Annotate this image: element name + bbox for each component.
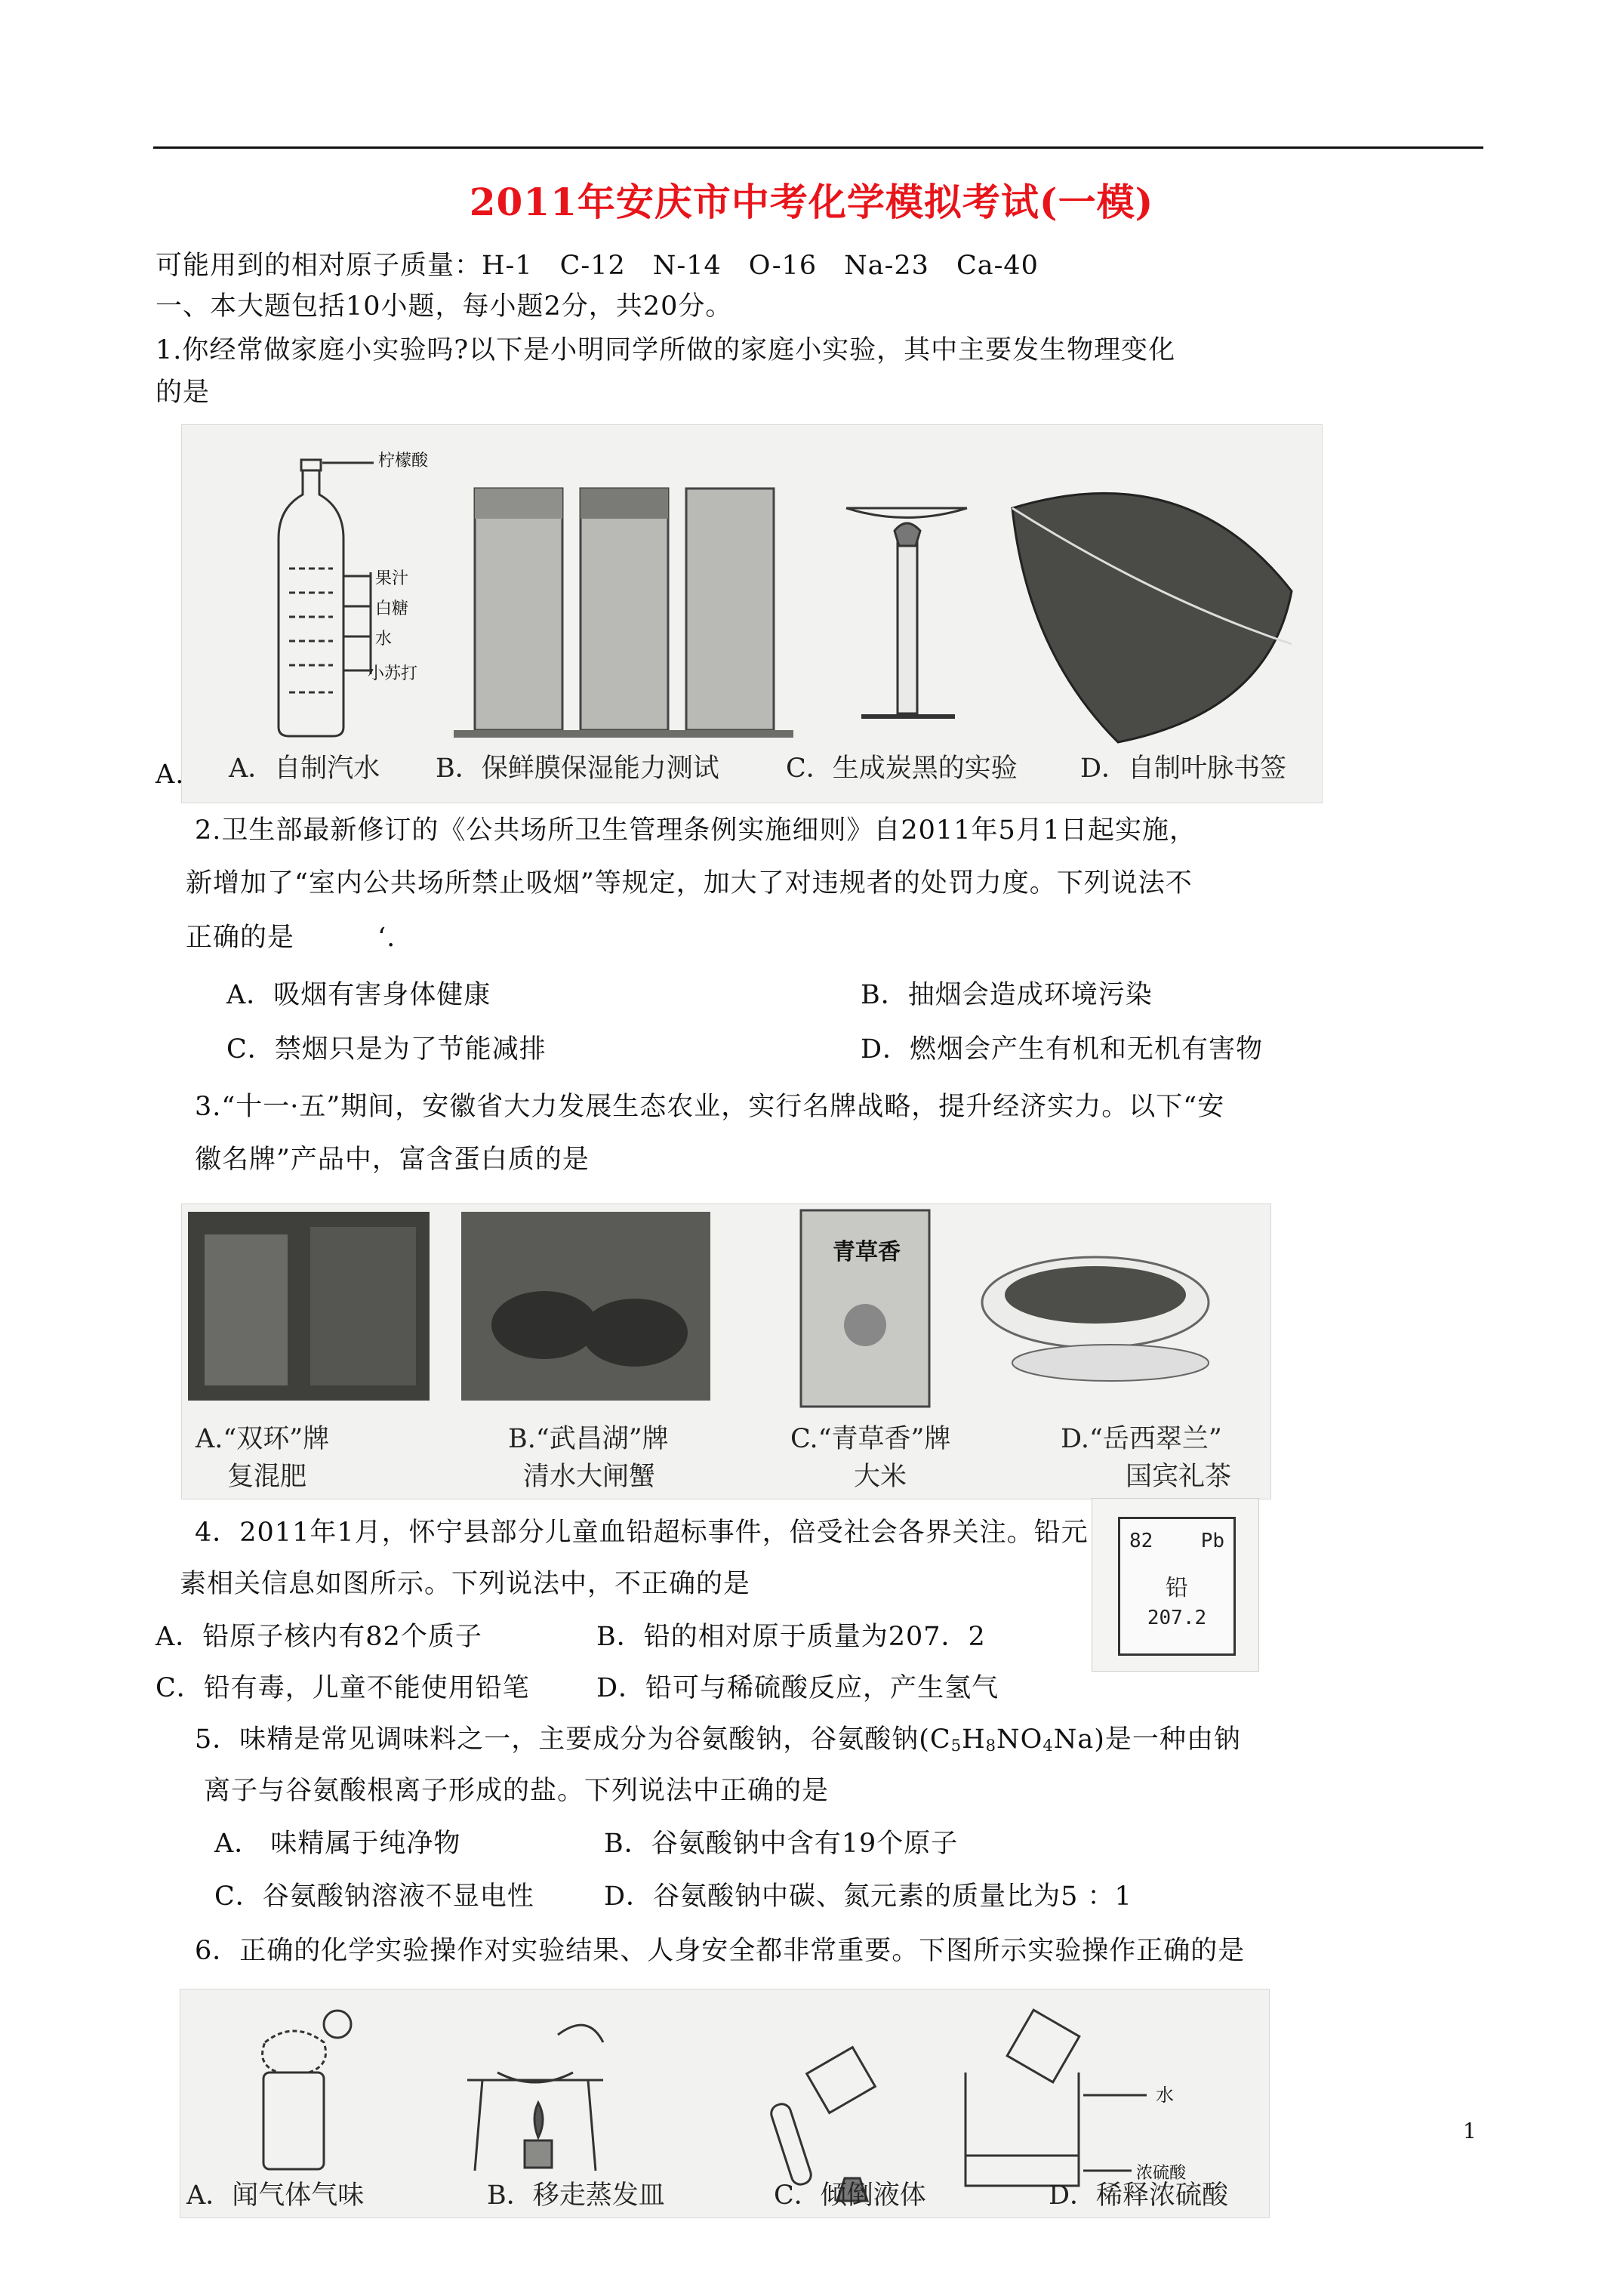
q6-option-d: D．稀释浓硫酸 bbox=[1049, 2180, 1229, 2211]
q6-option-b: B．移走蒸发皿 bbox=[487, 2180, 665, 2211]
q1-option-d: D．自制叶脉书签 bbox=[1080, 754, 1287, 784]
q3-figure bbox=[181, 1203, 1271, 1499]
q1-answer-prefix: A. bbox=[156, 760, 185, 790]
gas-bottle-illustration bbox=[263, 2011, 351, 2169]
evaporating-dish-stand bbox=[467, 2025, 603, 2171]
q1-option-a: A．自制汽水 bbox=[229, 754, 380, 784]
q4-stem-line2: 素相关信息如图所示。下列说法中，不正确的是 bbox=[180, 1569, 751, 1599]
q5-formula-no: NO bbox=[996, 1724, 1043, 1755]
q5-option-b: B．谷氨酸钠中含有19个原子 bbox=[604, 1829, 959, 1859]
q5-option-d: D．谷氨酸钠中碳、氮元素的质量比为5 ：1 bbox=[604, 1881, 1132, 1912]
element-symbol: Pb bbox=[1200, 1530, 1224, 1552]
label-water: 水 bbox=[1156, 2085, 1174, 2106]
q2-stem-line1: 2.卫生部最新修订的《公共场所卫生管理条例实施细则》自2011年5月1日起实施， bbox=[195, 815, 1197, 846]
q5-stem-pre: 5．味精是常见调味料之一，主要成分为谷氨酸钠，谷氨酸钠(C bbox=[195, 1724, 951, 1755]
q5-formula-c-count: 5 bbox=[950, 1737, 962, 1755]
q3-option-d-line1: D.“岳西翠兰” bbox=[1061, 1424, 1222, 1454]
label-concentrated-acid: 浓硫酸 bbox=[1136, 2164, 1187, 2183]
candle-dish-illustration bbox=[846, 508, 967, 717]
q3-option-a-line2: 复混肥 bbox=[227, 1462, 307, 1492]
q3-option-d-line2: 国宾礼茶 bbox=[1126, 1462, 1232, 1492]
q6-option-a: A．闻气体气味 bbox=[186, 2180, 365, 2211]
q6-figure bbox=[180, 1989, 1270, 2218]
q3-stem-line2: 徽名牌”产品中，富含蛋白质的是 bbox=[195, 1145, 590, 1175]
q2-option-b: B．抽烟会造成环境污染 bbox=[861, 980, 1153, 1010]
glasses-illustration bbox=[454, 488, 793, 738]
q1-figure bbox=[181, 424, 1323, 803]
beaker-dilution bbox=[965, 2010, 1147, 2186]
q2-stem-line2: 新增加了“室内公共场所禁止吸烟”等规定，加大了对违规者的处罚力度。下列说法不 bbox=[186, 868, 1193, 898]
q1-option-b: B．保鲜膜保湿能力测试 bbox=[436, 754, 719, 784]
q1-stem-line1: 1.你经常做家庭小实验吗?以下是小明同学所做的家庭小实验，其中主要发生物理变化 bbox=[156, 335, 1176, 365]
rice-bag-text: 青草香 bbox=[833, 1239, 901, 1265]
section-header: 一、本大题包括10小题，每小题2分，共20分。 bbox=[156, 291, 733, 322]
bottle-label-1: 果汁 bbox=[375, 569, 409, 588]
q2-mark: ‘. bbox=[377, 923, 396, 953]
bottle-label-top: 柠檬酸 bbox=[378, 451, 429, 470]
bottle-label-2: 白糖 bbox=[375, 599, 409, 618]
q1-stem-line2: 的是 bbox=[156, 378, 211, 408]
q2-option-a: A．吸烟有害身体健康 bbox=[226, 980, 491, 1010]
q5-formula-h-count: 8 bbox=[985, 1737, 996, 1755]
top-rule bbox=[153, 146, 1483, 149]
q5-option-c: C．谷氨酸钠溶液不显电性 bbox=[214, 1881, 534, 1912]
element-number: 82 bbox=[1129, 1530, 1153, 1552]
q3-option-b-line2: 清水大闸蟹 bbox=[523, 1462, 656, 1492]
lead-element-card bbox=[1092, 1498, 1259, 1672]
q3-option-b-line1: B.“武昌湖”牌 bbox=[508, 1424, 669, 1454]
q3-option-c-line2: 大米 bbox=[854, 1462, 907, 1492]
leaf-illustration bbox=[1012, 493, 1292, 742]
q3-option-a-line1: A.“双环”牌 bbox=[196, 1424, 330, 1454]
q2-option-c: C．禁烟只是为了节能减排 bbox=[226, 1034, 547, 1065]
q4-option-b: B．铅的相对原于质量为207．2 bbox=[596, 1622, 986, 1652]
pouring-test-tube bbox=[769, 2048, 876, 2201]
q4-option-c: C．铅有毒，儿童不能使用铅笔 bbox=[156, 1673, 530, 1703]
soda-bottle-illustration bbox=[279, 460, 374, 736]
element-name: 铅 bbox=[1166, 1575, 1188, 1601]
page-number: 1 bbox=[1463, 2119, 1477, 2143]
q6-option-c: C．倾倒液体 bbox=[774, 2180, 926, 2211]
page-title: 2011年安庆市中考化学模拟考试(一模) bbox=[469, 180, 1154, 224]
element-mass: 207.2 bbox=[1147, 1607, 1207, 1629]
q4-option-d: D．铅可与稀硫酸反应，产生氢气 bbox=[596, 1673, 999, 1703]
q2-option-d: D．燃烟会产生有机和无机有害物 bbox=[861, 1034, 1264, 1065]
q2-stem-line3: 正确的是 bbox=[186, 923, 295, 953]
q5-option-a: A． 味精属于纯净物 bbox=[214, 1829, 461, 1859]
q3-stem-line1: 3.“十一·五”期间，安徽省大力发展生态农业，实行名牌战略，提升经济实力。以下“安 bbox=[195, 1092, 1225, 1122]
q5-stem-post: Na)是一种由钠 bbox=[1053, 1724, 1241, 1755]
q1-option-c: C．生成炭黑的实验 bbox=[786, 754, 1018, 784]
element-tile bbox=[1118, 1517, 1236, 1656]
q5-formula-h: H bbox=[962, 1724, 986, 1755]
bottle-label-4: 小苏打 bbox=[368, 664, 418, 683]
q4-stem-line1: 4．2011年1月，怀宁县部分儿童血铅超标事件，倍受社会各界关注。铅元 bbox=[195, 1518, 1089, 1548]
q3-option-c-line1: C.“青草香”牌 bbox=[790, 1424, 951, 1454]
q4-option-a: A．铅原子核内有82个质子 bbox=[156, 1622, 482, 1652]
atomic-masses: 可能用到的相对原子质量：H-1 C-12 N-14 O-16 Na-23 Ca-40 bbox=[156, 251, 1039, 281]
q5-stem-line1 bbox=[195, 1723, 1241, 1762]
bottle-label-3: 水 bbox=[375, 630, 393, 649]
q6-stem-line1: 6．正确的化学实验操作对实验结果、人身安全都非常重要。下图所示实验操作正确的是 bbox=[195, 1936, 1246, 1966]
q5-formula-o-count: 4 bbox=[1042, 1737, 1054, 1755]
q1-illustrations bbox=[182, 425, 1322, 803]
q5-stem-line2: 离子与谷氨酸根离子形成的盐。下列说法中正确的是 bbox=[204, 1776, 830, 1806]
